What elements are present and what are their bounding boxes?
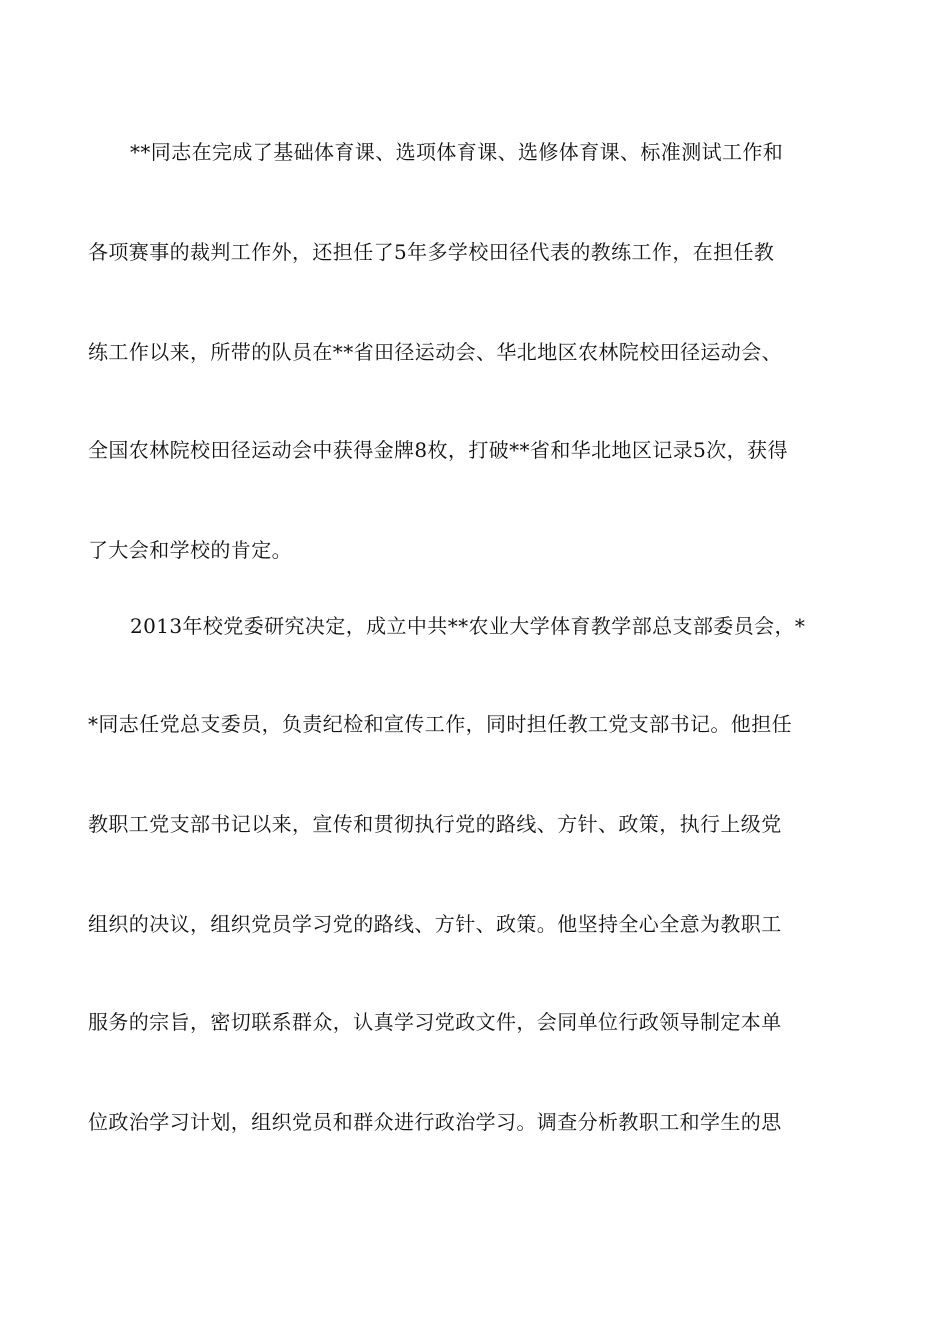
paragraph-1-line-4: 全国农林院校田径运动会中获得金牌8枚，打破**省和华北地区记录5次，获得 <box>88 438 788 462</box>
paragraph-1-line-1: **同志在完成了基础体育课、选项体育课、选修体育课、标准测试工作和 <box>130 140 784 164</box>
paragraph-2-line-6: 位政治学习计划，组织党员和群众进行政治学习。调查分析教职工和学生的思 <box>88 1110 782 1134</box>
paragraph-1-line-5: 了大会和学校的肯定。 <box>88 538 292 562</box>
paragraph-2-line-4: 组织的决议，组织党员学习党的路线、方针、政策。他坚持全心全意为教职工 <box>88 912 782 936</box>
paragraph-1-line-2: 各项赛事的裁判工作外，还担任了5年多学校田径代表的教练工作，在担任教 <box>88 240 775 264</box>
paragraph-2-line-2: *同志任党总支委员，负责纪检和宣传工作，同时担任教工党支部书记。他担任 <box>88 712 792 736</box>
paragraph-1-line-3: 练工作以来，所带的队员在**省田径运动会、华北地区农林院校田径运动会、 <box>88 340 782 364</box>
paragraph-2-line-1: 2013年校党委研究决定，成立中共**农业大学体育教学部总支部委员会，* <box>130 614 806 638</box>
paragraph-2-line-3: 教职工党支部书记以来，宣传和贯彻执行党的路线、方针、政策，执行上级党 <box>88 812 782 836</box>
paragraph-2-line-5: 服务的宗旨，密切联系群众，认真学习党政文件，会同单位行政领导制定本单 <box>88 1010 782 1034</box>
